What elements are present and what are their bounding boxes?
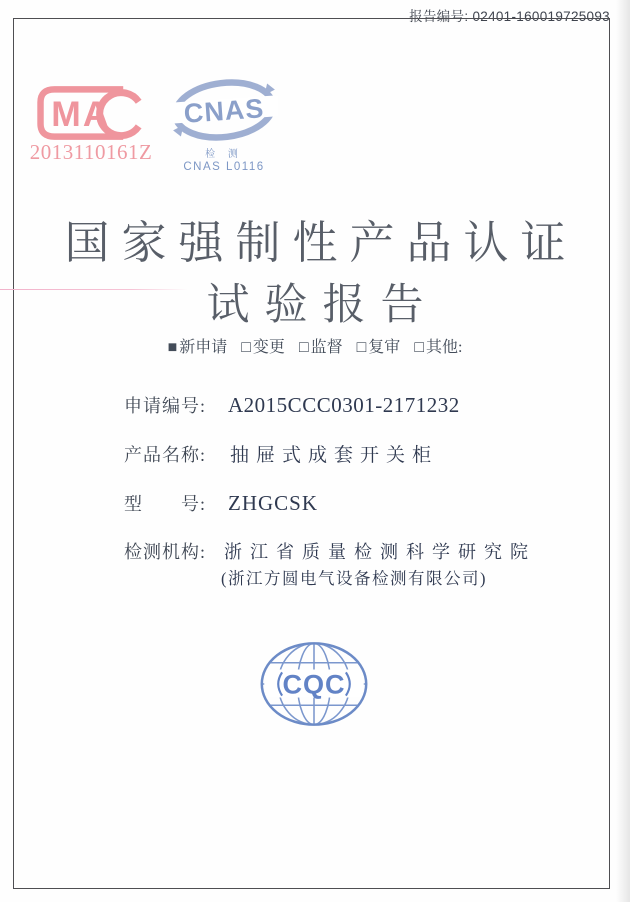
application-type-other <box>414 339 462 356</box>
field-application-number <box>124 392 460 418</box>
cqc-logo-icon <box>256 637 372 731</box>
field-label: 产品名称: <box>124 445 207 465</box>
application-type-supervision <box>299 339 343 356</box>
report-number-value: 02401-160019725093 <box>472 9 610 24</box>
field-label: 型 号: <box>124 494 207 514</box>
cnas-logo-icon <box>170 78 278 144</box>
cnas-accreditation-number: CNAS L0116 <box>183 161 265 173</box>
application-type-row <box>0 334 630 357</box>
cma-logo-icon <box>36 84 146 142</box>
checkbox-empty-icon: □ <box>241 339 251 356</box>
cma-cert-number: 2013110161Z <box>29 140 153 164</box>
checkbox-empty-icon: □ <box>414 339 424 356</box>
cma-logo-block <box>28 84 154 165</box>
checkbox-empty-icon: □ <box>356 339 367 356</box>
cqc-logo-letters: CQC <box>282 669 346 700</box>
option-label: 变更 <box>252 339 285 356</box>
cnas-subtitle-cn: 检 测 <box>205 149 243 160</box>
field-label: 检测机构: <box>124 542 207 562</box>
field-value: ZHGCSK <box>228 491 319 515</box>
option-label: 其他: <box>425 339 463 356</box>
field-model <box>124 490 318 516</box>
checkbox-empty-icon: □ <box>298 339 309 356</box>
report-title-line1: 国家强制性产品认证 <box>64 218 578 268</box>
cqc-logo-block <box>256 637 372 731</box>
application-type-change <box>241 339 285 356</box>
option-label: 监督 <box>310 339 343 356</box>
application-type-new <box>168 339 228 356</box>
field-test-organization-alias: (浙江方圆电气设备检测有限公司) <box>221 569 487 588</box>
cnas-logo-block <box>170 78 278 173</box>
checkbox-checked-icon: ■ <box>167 339 178 356</box>
field-value: 抽屉式成套开关柜 <box>230 445 439 466</box>
scan-edge-shade <box>616 0 630 902</box>
option-label: 复审 <box>368 339 401 356</box>
field-value: A2015CCC0301-2171232 <box>228 393 460 417</box>
cma-logo-letters: MA <box>51 93 111 134</box>
field-value: 浙江省质量检测科学研究院 <box>224 542 537 562</box>
report-title-line2: 试验报告 <box>206 282 439 329</box>
field-product-name <box>124 440 438 467</box>
field-test-organization <box>124 538 536 564</box>
report-number-label: 报告编号: <box>409 9 469 24</box>
option-label: 新申请 <box>179 339 228 356</box>
application-type-review <box>357 339 401 356</box>
cnas-logo-letters: CNAS <box>182 93 266 129</box>
field-label: 申请编号: <box>124 396 207 416</box>
